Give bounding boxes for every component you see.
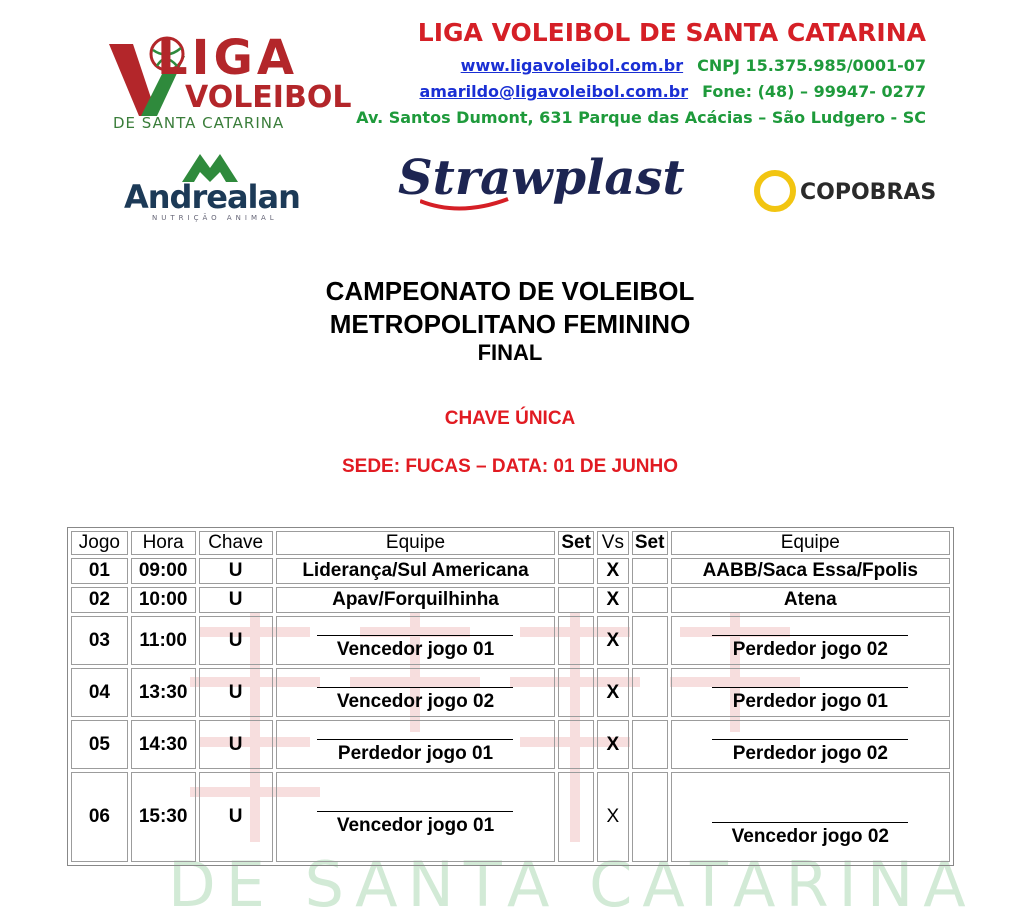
header-set-1: Set	[558, 531, 594, 555]
row-equipe-2	[671, 772, 950, 862]
table-row	[71, 668, 950, 717]
title-line-1: CAMPEONATO DE VOLEIBOL	[325, 276, 695, 306]
blank-line	[317, 725, 513, 740]
andrealan-name: Andrealan	[124, 178, 300, 216]
row-vs: X	[597, 772, 629, 862]
contact-line-1	[461, 56, 926, 75]
row-equipe-2	[671, 668, 950, 717]
table-row	[71, 587, 950, 613]
copobras-ring-icon	[754, 170, 796, 212]
row-hora: 10:00	[131, 587, 196, 613]
blank-line	[712, 725, 908, 740]
strawplast-swoosh	[420, 195, 510, 215]
row-set-1	[558, 772, 594, 862]
row-chave: U	[199, 558, 273, 584]
sede-label: SEDE: FUCAS – DATA: 01 DE JUNHO	[341, 456, 679, 477]
team-placeholder: Perdedor jogo 01	[337, 742, 494, 764]
table-row	[71, 616, 950, 665]
header-hora: Hora	[131, 531, 196, 555]
row-vs: X	[597, 720, 629, 769]
blank-line	[317, 797, 513, 812]
header-chave: Chave	[199, 531, 273, 555]
table-header-row	[71, 531, 950, 555]
row-vs: X	[597, 616, 629, 665]
team-placeholder: Perdedor jogo 02	[732, 742, 888, 764]
row-set-1	[558, 720, 594, 769]
blank-line	[712, 673, 908, 688]
phone: Fone: (48) – 99947- 0277	[702, 82, 926, 101]
row-chave: U	[199, 587, 273, 613]
row-jogo: 04	[71, 668, 128, 717]
row-chave: U	[199, 720, 273, 769]
header-set-2: Set	[632, 531, 668, 555]
logo-word-voleibol: VOLEIBOL	[185, 80, 352, 115]
team-placeholder: Vencedor jogo 02	[731, 826, 889, 847]
row-set-2	[632, 720, 668, 769]
schedule-table	[67, 527, 954, 866]
andrealan-tagline: NUTRIÇÃO ANIMAL	[152, 214, 278, 222]
row-jogo: 06	[71, 772, 128, 862]
watermark-text: DE SANTA CATARINA	[168, 848, 976, 921]
row-equipe-1	[276, 616, 555, 665]
team-placeholder: Perdedor jogo 01	[732, 690, 888, 712]
logo-word-sc: DE SANTA CATARINA	[113, 114, 285, 132]
title-final: FINAL	[477, 340, 543, 365]
row-vs: X	[597, 587, 629, 613]
mountain-icon	[182, 148, 238, 182]
copobras-name: COPOBRAS	[800, 180, 937, 205]
row-equipe-2: Atena	[671, 587, 950, 613]
row-equipe-1	[276, 720, 555, 769]
andrealan-logo	[124, 148, 304, 222]
liga-logo	[105, 26, 352, 136]
row-equipe-1: Apav/Forquilhinha	[276, 587, 555, 613]
header-equipe-1: Equipe	[276, 531, 555, 555]
row-vs: X	[597, 668, 629, 717]
row-set-2	[632, 587, 668, 613]
row-jogo: 03	[71, 616, 128, 665]
table-row	[71, 558, 950, 584]
row-equipe-1	[276, 772, 555, 862]
email-link[interactable]: amarildo@ligavoleibol.com.br	[419, 82, 689, 101]
team-placeholder: Perdedor jogo 02	[732, 638, 888, 660]
blank-line	[712, 621, 908, 636]
row-hora: 15:30	[131, 772, 196, 862]
row-set-1	[558, 616, 594, 665]
row-hora: 09:00	[131, 558, 196, 584]
chave-label: CHAVE ÚNICA	[444, 408, 576, 429]
row-jogo: 05	[71, 720, 128, 769]
blank-line	[317, 673, 513, 688]
address: Av. Santos Dumont, 631 Parque das Acácias – São Ludgero - SC	[356, 108, 926, 127]
row-equipe-1: Liderança/Sul Americana	[276, 558, 555, 584]
row-set-1	[558, 587, 594, 613]
team-placeholder: Vencedor jogo 02	[336, 690, 495, 712]
row-jogo: 01	[71, 558, 128, 584]
table-row	[71, 720, 950, 769]
row-hora: 11:00	[131, 616, 196, 665]
row-chave: U	[199, 668, 273, 717]
row-hora: 13:30	[131, 668, 196, 717]
row-hora: 14:30	[131, 720, 196, 769]
row-set-1	[558, 668, 594, 717]
org-title: LIGA VOLEIBOL DE SANTA CATARINA	[417, 18, 926, 47]
row-set-2	[632, 558, 668, 584]
team-placeholder: Vencedor jogo 01	[336, 815, 495, 836]
logo-word-liga: LIGA	[157, 30, 298, 86]
team-placeholder: Vencedor jogo 01	[336, 638, 495, 660]
row-chave: U	[199, 616, 273, 665]
row-set-2	[632, 616, 668, 665]
blank-line	[317, 621, 513, 636]
row-equipe-2	[671, 616, 950, 665]
row-set-2	[632, 772, 668, 862]
blank-line	[712, 808, 908, 823]
row-set-2	[632, 668, 668, 717]
title-line-2: METROPOLITANO FEMININO	[329, 309, 691, 339]
row-chave: U	[199, 772, 273, 862]
row-set-1	[558, 558, 594, 584]
header-jogo: Jogo	[71, 531, 128, 555]
cnpj: CNPJ 15.375.985/0001-07	[697, 56, 926, 75]
copobras-logo	[754, 170, 937, 214]
table-row	[71, 772, 950, 862]
row-vs: X	[597, 558, 629, 584]
header-vs: Vs	[597, 531, 629, 555]
row-equipe-2: AABB/Saca Essa/Fpolis	[671, 558, 950, 584]
row-jogo: 02	[71, 587, 128, 613]
row-equipe-1	[276, 668, 555, 717]
strawplast-logo: Strawplast	[398, 150, 685, 206]
contact-line-2	[419, 82, 926, 101]
header-equipe-2: Equipe	[671, 531, 950, 555]
row-equipe-2	[671, 720, 950, 769]
website-link[interactable]: www.ligavoleibol.com.br	[460, 56, 684, 75]
